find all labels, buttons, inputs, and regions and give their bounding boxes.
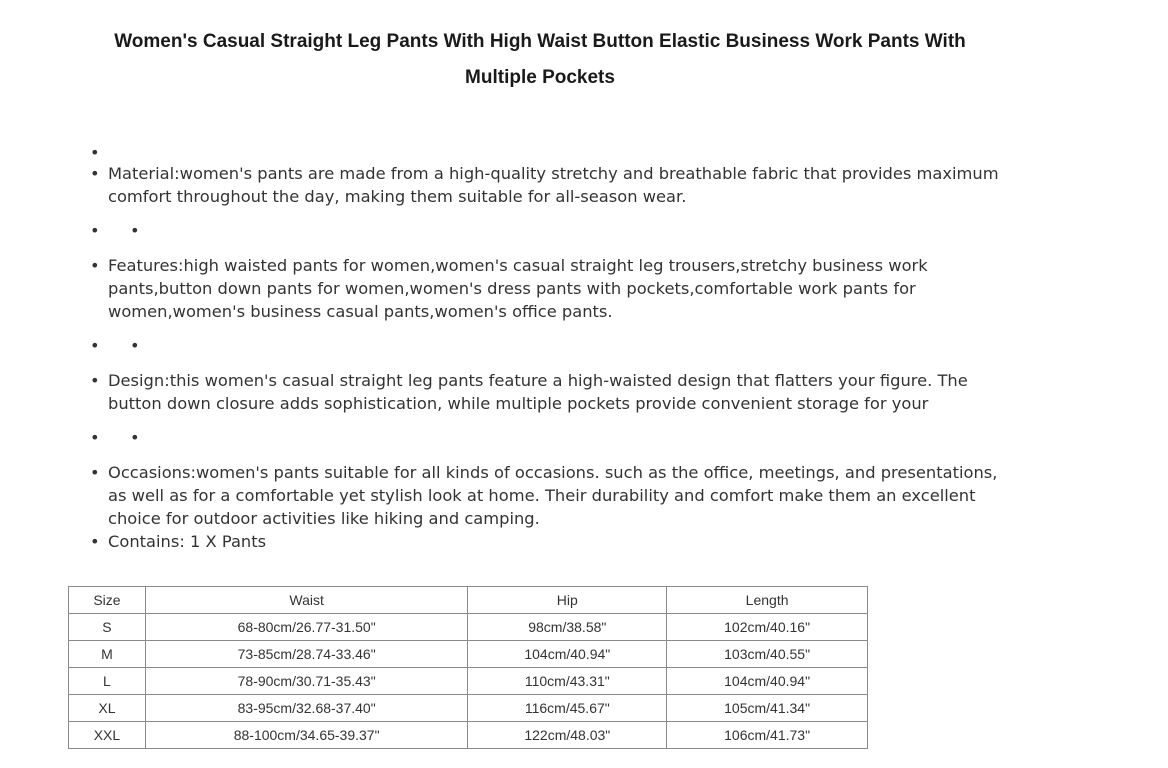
nested-bullet-dot: • [130, 336, 140, 355]
header-hip: Hip [468, 587, 667, 614]
bullet-dot: • [90, 428, 100, 447]
cell-size: XXL [69, 722, 146, 749]
bullet-dot: • [90, 336, 100, 355]
table-row [69, 641, 868, 668]
cell-length: 102cm/40.16" [667, 614, 868, 641]
nested-bullet-dot: • [130, 221, 140, 240]
cell-size: XL [69, 695, 146, 722]
material-text: Material:women's pants are made from a high-quality stretchy and breathable fabric that provides maximum comfort throughout the day, making them suitable for all-season wear. [108, 164, 999, 206]
cell-length: 105cm/41.34" [667, 695, 868, 722]
cell-hip: 116cm/45.67" [468, 695, 667, 722]
bullet-dot: • [90, 221, 100, 240]
table-header-row [69, 587, 868, 614]
cell-size: L [69, 668, 146, 695]
features-text: Features:high waisted pants for women,women's casual straight leg trousers,stretchy business work pants,button down pants for women,women's dress pants with pockets,comfortable work pants for women,women's business casual pants,women's office pants. [108, 256, 928, 321]
bullet-dot: • [90, 164, 100, 183]
header-length: Length [667, 587, 868, 614]
cell-waist: 83-95cm/32.68-37.40" [145, 695, 468, 722]
table-row [69, 695, 868, 722]
size-chart-table [68, 586, 868, 749]
cell-hip: 104cm/40.94" [468, 641, 667, 668]
cell-size: M [69, 641, 146, 668]
cell-length: 104cm/40.94" [667, 668, 868, 695]
cell-waist: 73-85cm/28.74-33.46" [145, 641, 468, 668]
table-row [69, 668, 868, 695]
cell-hip: 122cm/48.03" [468, 722, 667, 749]
cell-waist: 68-80cm/26.77-31.50" [145, 614, 468, 641]
cell-length: 103cm/40.55" [667, 641, 868, 668]
bullet-dot: • [90, 463, 100, 482]
cell-hip: 110cm/43.31" [468, 668, 667, 695]
bullet-dot: • [90, 256, 100, 275]
cell-waist: 88-100cm/34.65-39.37" [145, 722, 468, 749]
cell-length: 106cm/41.73" [667, 722, 868, 749]
header-size: Size [69, 587, 146, 614]
header-waist: Waist [145, 587, 468, 614]
bullet-dot: • [90, 371, 100, 390]
cell-size: S [69, 614, 146, 641]
cell-hip: 98cm/38.58" [468, 614, 667, 641]
design-text: Design:this women's casual straight leg pants feature a high-waisted design that flatters your figure. The button down closure adds sophistication, while multiple pockets provide convenient storage for your [108, 371, 968, 413]
product-title: Women's Casual Straight Leg Pants With High Waist Button Elastic Business Work Pants With Multiple Pockets [114, 31, 966, 88]
table-row [69, 614, 868, 641]
table-row [69, 722, 868, 749]
contains-text: Contains: 1 X Pants [108, 532, 267, 551]
nested-bullet-dot: • [130, 428, 140, 447]
occasions-text: Occasions:women's pants suitable for all kinds of occasions. such as the office, meetings, and presentations, as well as for a comfortable yet stylish look at home. Their durability and comfort make them an excellent choice for outdoor activities like hiking and camping. [108, 463, 998, 528]
bullet-dot: • [90, 143, 100, 162]
cell-waist: 78-90cm/30.71-35.43" [145, 668, 468, 695]
bullet-dot: • [90, 532, 100, 551]
